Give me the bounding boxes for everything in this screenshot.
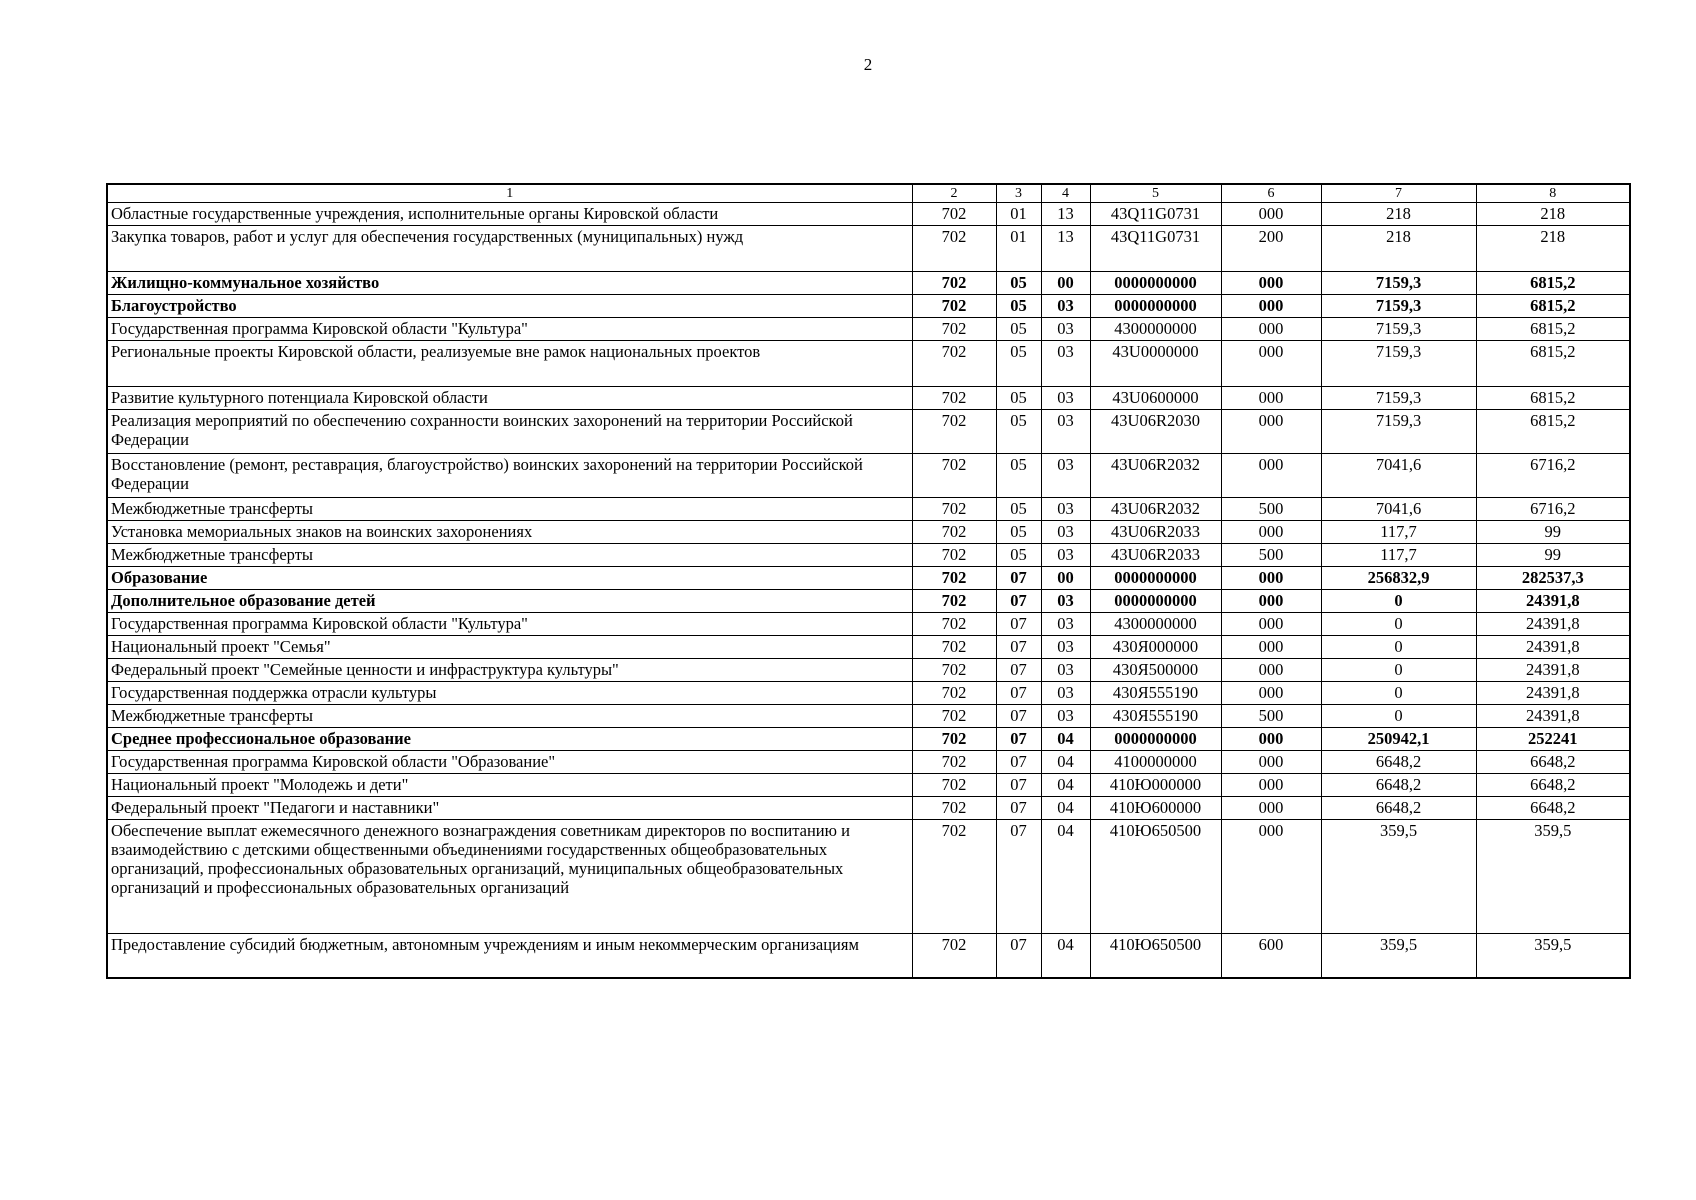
row-name-cell: Государственная поддержка отрасли культуры xyxy=(107,682,912,705)
row-name-cell: Развитие культурного потенциала Кировской области xyxy=(107,387,912,410)
row-name-cell: Межбюджетные трансферты xyxy=(107,544,912,567)
row-name-cell: Дополнительное образование детей xyxy=(107,590,912,613)
subsection-cell: 03 xyxy=(1041,318,1090,341)
target-article-cell: 4100000000 xyxy=(1090,751,1221,774)
section-cell: 07 xyxy=(996,774,1041,797)
table-row xyxy=(107,590,1630,613)
table-row xyxy=(107,682,1630,705)
expense-type-cell: 000 xyxy=(1221,387,1321,410)
amount-cell: 218 xyxy=(1476,226,1630,272)
section-cell: 07 xyxy=(996,705,1041,728)
table-row xyxy=(107,567,1630,590)
target-article-cell: 43U06R2033 xyxy=(1090,544,1221,567)
amount-cell: 7159,3 xyxy=(1321,387,1476,410)
section-cell: 07 xyxy=(996,934,1041,979)
target-article-cell: 43U06R2032 xyxy=(1090,498,1221,521)
code-cell: 702 xyxy=(912,751,996,774)
amount-cell: 6716,2 xyxy=(1476,498,1630,521)
subsection-cell: 00 xyxy=(1041,272,1090,295)
amount-cell: 359,5 xyxy=(1476,820,1630,934)
row-name-cell: Жилищно-коммунальное хозяйство xyxy=(107,272,912,295)
row-name-cell: Федеральный проект "Педагоги и наставники" xyxy=(107,797,912,820)
header-cell: 8 xyxy=(1476,184,1630,203)
code-cell: 702 xyxy=(912,705,996,728)
header-cell: 6 xyxy=(1221,184,1321,203)
expense-type-cell: 600 xyxy=(1221,934,1321,979)
target-article-cell: 0000000000 xyxy=(1090,728,1221,751)
expense-type-cell: 000 xyxy=(1221,295,1321,318)
target-article-cell: 410Ю650500 xyxy=(1090,820,1221,934)
subsection-cell: 03 xyxy=(1041,705,1090,728)
header-cell: 1 xyxy=(107,184,912,203)
code-cell: 702 xyxy=(912,797,996,820)
code-cell: 702 xyxy=(912,272,996,295)
expense-type-cell: 000 xyxy=(1221,272,1321,295)
amount-cell: 250942,1 xyxy=(1321,728,1476,751)
header-cell: 3 xyxy=(996,184,1041,203)
amount-cell: 7159,3 xyxy=(1321,318,1476,341)
table-row xyxy=(107,774,1630,797)
section-cell: 05 xyxy=(996,498,1041,521)
target-article-cell: 4300000000 xyxy=(1090,613,1221,636)
row-name-cell: Закупка товаров, работ и услуг для обеспечения государственных (муниципальных) нужд xyxy=(107,226,912,272)
table-row xyxy=(107,226,1630,272)
amount-cell: 99 xyxy=(1476,521,1630,544)
amount-cell: 0 xyxy=(1321,636,1476,659)
table-body xyxy=(107,203,1630,979)
code-cell: 702 xyxy=(912,934,996,979)
code-cell: 702 xyxy=(912,590,996,613)
amount-cell: 24391,8 xyxy=(1476,705,1630,728)
target-article-cell: 410Ю600000 xyxy=(1090,797,1221,820)
amount-cell: 6815,2 xyxy=(1476,387,1630,410)
table-row xyxy=(107,387,1630,410)
code-cell: 702 xyxy=(912,659,996,682)
row-name-cell: Региональные проекты Кировской области, реализуемые вне рамок национальных проектов xyxy=(107,341,912,387)
target-article-cell: 430Я555190 xyxy=(1090,705,1221,728)
expense-type-cell: 000 xyxy=(1221,682,1321,705)
table-row xyxy=(107,341,1630,387)
section-cell: 07 xyxy=(996,590,1041,613)
subsection-cell: 13 xyxy=(1041,203,1090,226)
table-header-row xyxy=(107,184,1630,203)
expense-type-cell: 000 xyxy=(1221,567,1321,590)
subsection-cell: 03 xyxy=(1041,498,1090,521)
section-cell: 07 xyxy=(996,636,1041,659)
row-name-cell: Государственная программа Кировской области "Культура" xyxy=(107,613,912,636)
amount-cell: 99 xyxy=(1476,544,1630,567)
amount-cell: 282537,3 xyxy=(1476,567,1630,590)
amount-cell: 6648,2 xyxy=(1321,774,1476,797)
amount-cell: 7159,3 xyxy=(1321,410,1476,454)
amount-cell: 7041,6 xyxy=(1321,498,1476,521)
target-article-cell: 43U06R2032 xyxy=(1090,454,1221,498)
amount-cell: 6815,2 xyxy=(1476,341,1630,387)
code-cell: 702 xyxy=(912,774,996,797)
subsection-cell: 03 xyxy=(1041,682,1090,705)
subsection-cell: 04 xyxy=(1041,934,1090,979)
amount-cell: 6815,2 xyxy=(1476,410,1630,454)
section-cell: 05 xyxy=(996,295,1041,318)
expense-type-cell: 000 xyxy=(1221,728,1321,751)
code-cell: 702 xyxy=(912,820,996,934)
code-cell: 702 xyxy=(912,226,996,272)
subsection-cell: 04 xyxy=(1041,820,1090,934)
expense-type-cell: 000 xyxy=(1221,797,1321,820)
amount-cell: 0 xyxy=(1321,705,1476,728)
section-cell: 05 xyxy=(996,410,1041,454)
subsection-cell: 03 xyxy=(1041,636,1090,659)
section-cell: 07 xyxy=(996,613,1041,636)
amount-cell: 7041,6 xyxy=(1321,454,1476,498)
table-row xyxy=(107,498,1630,521)
table-row xyxy=(107,728,1630,751)
row-name-cell: Установка мемориальных знаков на воинских захоронениях xyxy=(107,521,912,544)
amount-cell: 359,5 xyxy=(1476,934,1630,979)
target-article-cell: 430Я555190 xyxy=(1090,682,1221,705)
row-name-cell: Государственная программа Кировской области "Культура" xyxy=(107,318,912,341)
row-name-cell: Предоставление субсидий бюджетным, автономным учреждениям и иным некоммерческим организациям xyxy=(107,934,912,979)
amount-cell: 6648,2 xyxy=(1476,751,1630,774)
section-cell: 05 xyxy=(996,272,1041,295)
expense-type-cell: 000 xyxy=(1221,318,1321,341)
target-article-cell: 0000000000 xyxy=(1090,590,1221,613)
table-row xyxy=(107,636,1630,659)
target-article-cell: 410Ю650500 xyxy=(1090,934,1221,979)
table-row xyxy=(107,318,1630,341)
header-cell: 2 xyxy=(912,184,996,203)
code-cell: 702 xyxy=(912,567,996,590)
section-cell: 07 xyxy=(996,797,1041,820)
code-cell: 702 xyxy=(912,544,996,567)
expense-type-cell: 000 xyxy=(1221,751,1321,774)
code-cell: 702 xyxy=(912,498,996,521)
table-row xyxy=(107,934,1630,979)
table-row xyxy=(107,820,1630,934)
table-row xyxy=(107,613,1630,636)
subsection-cell: 04 xyxy=(1041,797,1090,820)
row-name-cell: Межбюджетные трансферты xyxy=(107,498,912,521)
expense-type-cell: 000 xyxy=(1221,341,1321,387)
row-name-cell: Государственная программа Кировской области "Образование" xyxy=(107,751,912,774)
table-row xyxy=(107,705,1630,728)
section-cell: 05 xyxy=(996,454,1041,498)
code-cell: 702 xyxy=(912,295,996,318)
subsection-cell: 03 xyxy=(1041,295,1090,318)
expense-type-cell: 000 xyxy=(1221,203,1321,226)
amount-cell: 6815,2 xyxy=(1476,318,1630,341)
subsection-cell: 00 xyxy=(1041,567,1090,590)
section-cell: 07 xyxy=(996,567,1041,590)
code-cell: 702 xyxy=(912,203,996,226)
subsection-cell: 03 xyxy=(1041,544,1090,567)
code-cell: 702 xyxy=(912,410,996,454)
section-cell: 01 xyxy=(996,203,1041,226)
amount-cell: 117,7 xyxy=(1321,544,1476,567)
amount-cell: 7159,3 xyxy=(1321,295,1476,318)
header-cell: 5 xyxy=(1090,184,1221,203)
budget-table xyxy=(106,183,1631,979)
amount-cell: 24391,8 xyxy=(1476,636,1630,659)
table-row xyxy=(107,295,1630,318)
table-row xyxy=(107,272,1630,295)
expense-type-cell: 000 xyxy=(1221,820,1321,934)
code-cell: 702 xyxy=(912,318,996,341)
subsection-cell: 03 xyxy=(1041,387,1090,410)
table-row xyxy=(107,410,1630,454)
table-row xyxy=(107,659,1630,682)
amount-cell: 7159,3 xyxy=(1321,341,1476,387)
target-article-cell: 43U0600000 xyxy=(1090,387,1221,410)
section-cell: 05 xyxy=(996,318,1041,341)
section-cell: 07 xyxy=(996,659,1041,682)
amount-cell: 6716,2 xyxy=(1476,454,1630,498)
amount-cell: 24391,8 xyxy=(1476,590,1630,613)
subsection-cell: 03 xyxy=(1041,341,1090,387)
amount-cell: 6648,2 xyxy=(1476,774,1630,797)
target-article-cell: 43U06R2030 xyxy=(1090,410,1221,454)
amount-cell: 218 xyxy=(1321,203,1476,226)
expense-type-cell: 500 xyxy=(1221,705,1321,728)
expense-type-cell: 500 xyxy=(1221,544,1321,567)
amount-cell: 359,5 xyxy=(1321,934,1476,979)
target-article-cell: 430Я500000 xyxy=(1090,659,1221,682)
row-name-cell: Реализация мероприятий по обеспечению сохранности воинских захоронений на территории Российской Федерации xyxy=(107,410,912,454)
header-cell: 7 xyxy=(1321,184,1476,203)
amount-cell: 117,7 xyxy=(1321,521,1476,544)
subsection-cell: 04 xyxy=(1041,728,1090,751)
row-name-cell: Среднее профессиональное образование xyxy=(107,728,912,751)
expense-type-cell: 000 xyxy=(1221,454,1321,498)
table-row xyxy=(107,454,1630,498)
code-cell: 702 xyxy=(912,682,996,705)
row-name-cell: Обеспечение выплат ежемесячного денежного вознаграждения советникам директоров по воспитанию и взаимодействию с детскими общественными объединениями государственных общеобразовательных организаций, профессиональных образовательных организаций, муниципальных общеобразовательных организаций и профессиональных образовательных организаций xyxy=(107,820,912,934)
subsection-cell: 03 xyxy=(1041,521,1090,544)
code-cell: 702 xyxy=(912,521,996,544)
code-cell: 702 xyxy=(912,613,996,636)
amount-cell: 6815,2 xyxy=(1476,295,1630,318)
code-cell: 702 xyxy=(912,387,996,410)
row-name-cell: Федеральный проект "Семейные ценности и инфраструктура культуры" xyxy=(107,659,912,682)
expense-type-cell: 000 xyxy=(1221,659,1321,682)
table-row xyxy=(107,521,1630,544)
amount-cell: 24391,8 xyxy=(1476,659,1630,682)
section-cell: 05 xyxy=(996,341,1041,387)
target-article-cell: 0000000000 xyxy=(1090,567,1221,590)
subsection-cell: 03 xyxy=(1041,659,1090,682)
section-cell: 01 xyxy=(996,226,1041,272)
subsection-cell: 13 xyxy=(1041,226,1090,272)
section-cell: 07 xyxy=(996,751,1041,774)
expense-type-cell: 000 xyxy=(1221,636,1321,659)
section-cell: 07 xyxy=(996,820,1041,934)
expense-type-cell: 000 xyxy=(1221,613,1321,636)
target-article-cell: 4300000000 xyxy=(1090,318,1221,341)
code-cell: 702 xyxy=(912,454,996,498)
target-article-cell: 43U0000000 xyxy=(1090,341,1221,387)
code-cell: 702 xyxy=(912,636,996,659)
expense-type-cell: 500 xyxy=(1221,498,1321,521)
subsection-cell: 03 xyxy=(1041,590,1090,613)
subsection-cell: 03 xyxy=(1041,410,1090,454)
subsection-cell: 03 xyxy=(1041,613,1090,636)
section-cell: 07 xyxy=(996,728,1041,751)
subsection-cell: 04 xyxy=(1041,774,1090,797)
row-name-cell: Национальный проект "Молодежь и дети" xyxy=(107,774,912,797)
section-cell: 05 xyxy=(996,521,1041,544)
subsection-cell: 04 xyxy=(1041,751,1090,774)
row-name-cell: Благоустройство xyxy=(107,295,912,318)
amount-cell: 6648,2 xyxy=(1321,797,1476,820)
expense-type-cell: 200 xyxy=(1221,226,1321,272)
code-cell: 702 xyxy=(912,341,996,387)
amount-cell: 24391,8 xyxy=(1476,613,1630,636)
header-cell: 4 xyxy=(1041,184,1090,203)
amount-cell: 256832,9 xyxy=(1321,567,1476,590)
code-cell: 702 xyxy=(912,728,996,751)
target-article-cell: 43U06R2033 xyxy=(1090,521,1221,544)
table-row xyxy=(107,797,1630,820)
amount-cell: 359,5 xyxy=(1321,820,1476,934)
target-article-cell: 0000000000 xyxy=(1090,272,1221,295)
row-name-cell: Восстановление (ремонт, реставрация, благоустройство) воинских захоронений на территории Российской Федерации xyxy=(107,454,912,498)
table-row xyxy=(107,544,1630,567)
amount-cell: 24391,8 xyxy=(1476,682,1630,705)
amount-cell: 0 xyxy=(1321,590,1476,613)
row-name-cell: Образование xyxy=(107,567,912,590)
expense-type-cell: 000 xyxy=(1221,774,1321,797)
subsection-cell: 03 xyxy=(1041,454,1090,498)
expense-type-cell: 000 xyxy=(1221,410,1321,454)
amount-cell: 0 xyxy=(1321,659,1476,682)
target-article-cell: 410Ю000000 xyxy=(1090,774,1221,797)
table-row xyxy=(107,203,1630,226)
table-row xyxy=(107,751,1630,774)
row-name-cell: Межбюджетные трансферты xyxy=(107,705,912,728)
expense-type-cell: 000 xyxy=(1221,590,1321,613)
target-article-cell: 0000000000 xyxy=(1090,295,1221,318)
section-cell: 05 xyxy=(996,544,1041,567)
page-number: 2 xyxy=(863,55,873,74)
amount-cell: 6648,2 xyxy=(1321,751,1476,774)
row-name-cell: Национальный проект "Семья" xyxy=(107,636,912,659)
amount-cell: 6648,2 xyxy=(1476,797,1630,820)
target-article-cell: 43Q11G0731 xyxy=(1090,226,1221,272)
amount-cell: 218 xyxy=(1321,226,1476,272)
amount-cell: 0 xyxy=(1321,613,1476,636)
row-name-cell: Областные государственные учреждения, исполнительные органы Кировской области xyxy=(107,203,912,226)
target-article-cell: 43Q11G0731 xyxy=(1090,203,1221,226)
amount-cell: 7159,3 xyxy=(1321,272,1476,295)
amount-cell: 0 xyxy=(1321,682,1476,705)
amount-cell: 6815,2 xyxy=(1476,272,1630,295)
section-cell: 07 xyxy=(996,682,1041,705)
expense-type-cell: 000 xyxy=(1221,521,1321,544)
amount-cell: 252241 xyxy=(1476,728,1630,751)
amount-cell: 218 xyxy=(1476,203,1630,226)
target-article-cell: 430Я000000 xyxy=(1090,636,1221,659)
section-cell: 05 xyxy=(996,387,1041,410)
